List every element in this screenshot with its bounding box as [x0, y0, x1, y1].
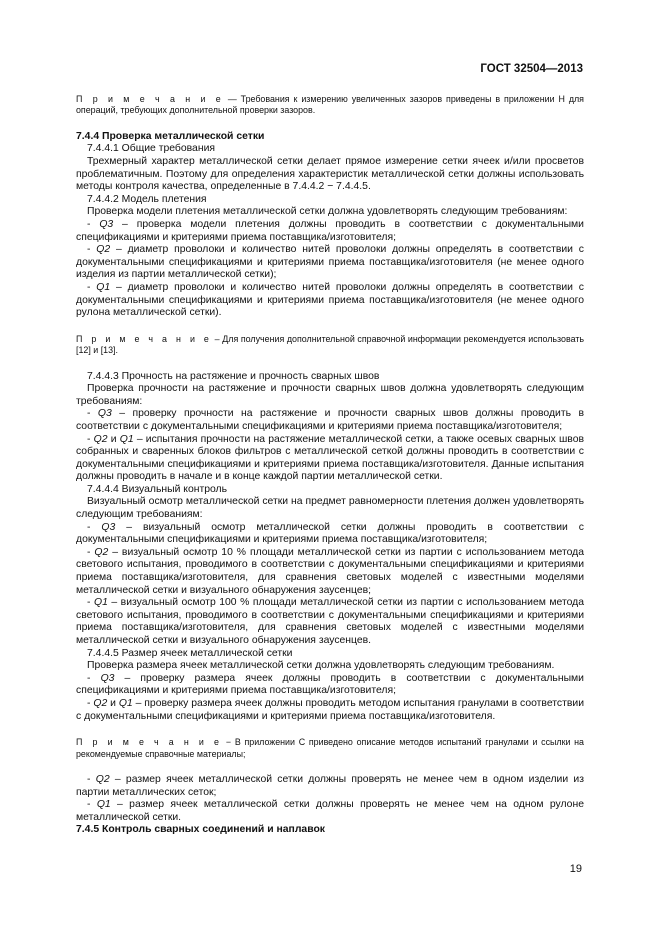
list-item: - Q1 – диаметр проволоки и количество нитей проволоки должны определять в соответствии с документальными спецификациями и критериями приема поставщика/изготовителя (не менее одного рулона металлической сетки). [76, 281, 584, 319]
note-label: П р и м е ч а н и е [76, 94, 224, 104]
list-item: - Q2 и Q1 – проверку размера ячеек должны проводить методом испытания гранулами в соответствии с документальными спецификациями и критериями приема поставщика/изготовителя. [76, 697, 584, 722]
subsection-title: 7.4.4.4 Визуальный контроль [87, 483, 228, 495]
section-title: 7.4.5 Контроль сварных соединений и наплавок [76, 824, 325, 836]
paragraph: Проверка прочности на растяжение и прочности сварных швов должна удовлетворять следующим требованиям: [76, 383, 584, 407]
list-item: - Q3 – проверка модели плетения должны проводить в соответствии с документальными спецификациями и критериями приема поставщика/изготовителя; [76, 218, 584, 243]
note-label: П р и м е ч а н и е [76, 333, 213, 344]
note-references: П р и м е ч а н и е – Для получения дополнительной справочной информации рекомендуется использовать [12] и [13]. [76, 333, 585, 356]
paragraph: Визуальный осмотр металлической сетки на предмет равномерности плетения должен удовлетворять следующим требованиям: [76, 496, 584, 521]
subsection-title: 7.4.4.2 Модель плетения [87, 193, 207, 205]
subsection-title: 7.4.4.5 Размер ячеек металлической сетки [87, 647, 293, 659]
note-label: П р и м е ч а н и е [76, 737, 223, 748]
note-text: В приложении С приведено описание методов испытаний гранулами и ссылки на рекомендуемые справочные материалы; [76, 737, 584, 759]
list-item: - Q2 – диаметр проволоки и количество нитей проволоки должны определять в соответствии с документальными спецификациями и критериями приема поставщика/изготовителя (не менее одного изделия из партии металлической сетки); [76, 244, 584, 281]
document-header: ГОСТ 32504—2013 [480, 63, 583, 75]
list-item: - Q1 – визуальный осмотр 100 % площади металлической сетки из партии с использованием метода светового испытания, проводимого в соответствии с документальными спецификациями и критериями приема поставщика/изготовителя, для сравнения световых моделей с известными моделями металлической сетки и визуального обнаружения заусенцев. [76, 597, 584, 646]
paragraph: Проверка модели плетения металлической сетки должна удовлетворять следующим требованиям: [87, 206, 568, 218]
list-item: - Q1 – размер ячеек металлической сетки должны проверять не менее чем на одном рулоне металлической сетки. [76, 799, 584, 823]
list-item: - Q3 – проверку прочности на растяжение и прочности сварных швов должны проводить в соответствии с документальными спецификациями и критериями приема поставщика/изготовителя; [76, 408, 584, 432]
note-text: Требования к измерению увеличенных зазоров приведены в приложении Н для операций, требующих дополнительной проверки зазоров. [76, 94, 584, 116]
note-granules: П р и м е ч а н и е − В приложении С приведено описание методов испытаний гранулами и ссылки на рекомендуемые справочные материалы; [76, 737, 584, 759]
note-gaps: П р и м е ч а н и е — Требования к измерению увеличенных зазоров приведены в приложении Н для операций, требующих дополнительной проверки зазоров. [76, 94, 584, 116]
list-item: - Q2 и Q1 – испытания прочности на растяжение металлической сетки, а также осевых сварных швов собранных и сваренных блоков фильтров с металлической сеткой должны проводить в соответствии с документальными спецификациями и критериями приема поставщика/изготовителя. Данные испытания должны проводить в начале и в конце каждой партии металлической сетки. [76, 433, 584, 483]
paragraph: Трехмерный характер металлической сетки делает прямое измерение сетки ячеек и/или просветов проблематичным. Поэтому для определения характеристик металлической сетки должны использовать методы контроля качества, определенные в 7.4.4.2 − 7.4.4.5. [76, 156, 584, 193]
list-item: - Q3 – проверку размера ячеек должны проводить в соответствии с документальными спецификациями и критериями приема поставщика/изготовителя; [76, 672, 584, 697]
list-item: - Q2 – визуальный осмотр 10 % площади металлической сетки из партии с использованием метода светового испытания, проводимого в соответствии с документальными спецификациями и критериями приема поставщика/изготовителя, для сравнения световых моделей с известными моделями металлической сетки и визуального обнаружения заусенцев; [76, 546, 584, 596]
list-item: - Q3 – визуальный осмотр металлической сетки должны проводить в соответствии с документальными спецификациями и критериями приема поставщика/изготовителя; [76, 521, 584, 546]
page-content [76, 94, 584, 837]
page-number: 19 [569, 863, 582, 875]
paragraph: Проверка размера ячеек металлической сетки должна удовлетворять следующим требованиям. [87, 660, 555, 672]
list-item: - Q2 – размер ячеек металлической сетки должны проверять не менее чем в одном изделии из партии металлических сеток; [76, 773, 584, 798]
subsection-title: 7.4.4.1 Общие требования [87, 143, 215, 155]
subsection-title: 7.4.4.3 Прочность на растяжение и прочность сварных швов [87, 370, 380, 382]
note-text: Для получения дополнительной справочной информации рекомендуется использовать [12] и [13]. [76, 333, 585, 356]
section-title: 7.4.4 Проверка металлической сетки [76, 130, 265, 142]
